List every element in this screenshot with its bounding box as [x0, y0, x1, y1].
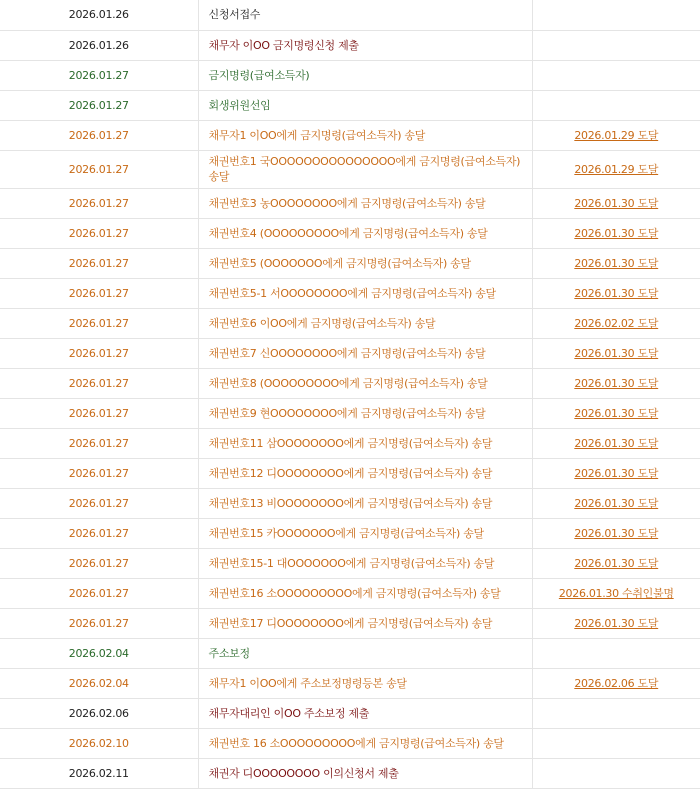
row-result-cell — [532, 698, 700, 728]
table-row — [0, 338, 700, 368]
delivery-result-link[interactable]: 2026.01.30 도달 — [574, 556, 659, 570]
table-row — [0, 308, 700, 338]
table-row — [0, 398, 700, 428]
table-row — [0, 428, 700, 458]
table-row — [0, 758, 700, 788]
row-description: 채권번호3 농OOOOOOOO에게 금지명령(급여소득자) 송달 — [198, 188, 532, 218]
table-row — [0, 278, 700, 308]
delivery-result-link[interactable]: 2026.01.30 도달 — [574, 376, 659, 390]
row-date: 2026.02.04 — [0, 638, 198, 668]
row-description: 회생위원선임 — [198, 90, 532, 120]
table-row — [0, 368, 700, 398]
row-result-cell — [532, 458, 700, 488]
row-date: 2026.01.27 — [0, 548, 198, 578]
row-date: 2026.01.27 — [0, 248, 198, 278]
table-row — [0, 578, 700, 608]
row-result-cell — [532, 668, 700, 698]
row-date: 2026.01.27 — [0, 150, 198, 188]
row-description: 주소보정 — [198, 638, 532, 668]
row-description: 채권번호15 카OOOOOOO에게 금지명령(급여소득자) 송달 — [198, 518, 532, 548]
table-row — [0, 0, 700, 30]
delivery-result-link[interactable]: 2026.01.30 도달 — [574, 286, 659, 300]
row-result-cell — [532, 428, 700, 458]
row-description: 채권번호9 현OOOOOOOO에게 금지명령(급여소득자) 송달 — [198, 398, 532, 428]
row-result-cell — [532, 188, 700, 218]
table-row — [0, 668, 700, 698]
table-row — [0, 90, 700, 120]
row-date: 2026.01.27 — [0, 398, 198, 428]
delivery-result-link[interactable]: 2026.01.29 도달 — [574, 162, 659, 176]
table-row — [0, 518, 700, 548]
row-result-cell — [532, 338, 700, 368]
row-description: 채권번호4 (OOOOOOOOO에게 금지명령(급여소득자) 송달 — [198, 218, 532, 248]
row-result-cell — [532, 368, 700, 398]
row-description: 채권번호12 디OOOOOOOO에게 금지명령(급여소득자) 송달 — [198, 458, 532, 488]
row-description: 채권번호8 (OOOOOOOOO에게 금지명령(급여소득자) 송달 — [198, 368, 532, 398]
row-result-cell — [532, 638, 700, 668]
row-description: 채권번호15-1 대OOOOOOO에게 금지명령(급여소득자) 송달 — [198, 548, 532, 578]
delivery-result-link[interactable]: 2026.02.06 도달 — [574, 676, 659, 690]
delivery-result-link[interactable]: 2026.01.30 도달 — [574, 466, 659, 480]
row-description: 채권번호16 소OOOOOOOOO에게 금지명령(급여소득자) 송달 — [198, 578, 532, 608]
row-description: 채무자1 이OO에게 주소보정명령등본 송달 — [198, 668, 532, 698]
row-description: 금지명령(급여소득자) — [198, 60, 532, 90]
row-date: 2026.01.27 — [0, 308, 198, 338]
row-date: 2026.01.27 — [0, 338, 198, 368]
row-description: 채권번호13 비OOOOOOOO에게 금지명령(급여소득자) 송달 — [198, 488, 532, 518]
row-description: 채권번호1 국OOOOOOOOOOOOOOO에게 금지명령(급여소득자) 송달 — [198, 150, 532, 188]
row-description: 채권번호6 이OO에게 금지명령(급여소득자) 송달 — [198, 308, 532, 338]
row-date: 2026.01.27 — [0, 518, 198, 548]
delivery-result-link[interactable]: 2026.01.30 도달 — [574, 406, 659, 420]
table-row — [0, 488, 700, 518]
delivery-result-link[interactable]: 2026.01.30 도달 — [574, 526, 659, 540]
row-result-cell — [532, 30, 700, 60]
delivery-result-link[interactable]: 2026.01.30 도달 — [574, 196, 659, 210]
table-row — [0, 548, 700, 578]
row-date: 2026.01.26 — [0, 30, 198, 60]
row-description: 신청서접수 — [198, 0, 532, 30]
row-date: 2026.01.27 — [0, 188, 198, 218]
table-row — [0, 150, 700, 188]
table-row — [0, 638, 700, 668]
row-result-cell — [532, 398, 700, 428]
row-date: 2026.01.27 — [0, 458, 198, 488]
row-result-cell — [532, 278, 700, 308]
row-date: 2026.01.27 — [0, 488, 198, 518]
row-description: 채권번호5 (OOOOOOO에게 금지명령(급여소득자) 송달 — [198, 248, 532, 278]
row-result-cell — [532, 578, 700, 608]
delivery-result-link[interactable]: 2026.01.30 도달 — [574, 226, 659, 240]
row-result-cell — [532, 150, 700, 188]
row-description: 채무자대리인 이OO 주소보정 제출 — [198, 698, 532, 728]
row-date: 2026.01.27 — [0, 90, 198, 120]
row-date: 2026.01.27 — [0, 368, 198, 398]
row-description: 채무자1 이OO에게 금지명령(급여소득자) 송달 — [198, 120, 532, 150]
row-description: 채권번호17 디OOOOOOOO에게 금지명령(급여소득자) 송달 — [198, 608, 532, 638]
row-result-cell — [532, 308, 700, 338]
row-date: 2026.01.27 — [0, 608, 198, 638]
table-row — [0, 188, 700, 218]
row-date: 2026.01.27 — [0, 218, 198, 248]
table-row — [0, 728, 700, 758]
row-date: 2026.01.27 — [0, 278, 198, 308]
table-row — [0, 608, 700, 638]
table-row — [0, 248, 700, 278]
delivery-result-link[interactable]: 2026.01.30 도달 — [574, 436, 659, 450]
row-date: 2026.02.04 — [0, 668, 198, 698]
delivery-result-link[interactable]: 2026.01.30 도달 — [574, 256, 659, 270]
row-description: 채무자 이OO 금지명령신청 제출 — [198, 30, 532, 60]
row-result-cell — [532, 60, 700, 90]
row-result-cell — [532, 608, 700, 638]
delivery-result-link[interactable]: 2026.01.29 도달 — [574, 128, 659, 142]
row-result-cell — [532, 120, 700, 150]
table-row — [0, 458, 700, 488]
row-date: 2026.02.11 — [0, 758, 198, 788]
row-description: 채권번호 16 소OOOOOOOOO에게 금지명령(급여소득자) 송달 — [198, 728, 532, 758]
row-result-cell — [532, 548, 700, 578]
row-date: 2026.02.10 — [0, 728, 198, 758]
row-date: 2026.01.27 — [0, 120, 198, 150]
row-result-cell — [532, 518, 700, 548]
table-row — [0, 218, 700, 248]
row-result-cell — [532, 90, 700, 120]
row-description: 채권번호11 삼OOOOOOOO에게 금지명령(급여소득자) 송달 — [198, 428, 532, 458]
table-row — [0, 30, 700, 60]
row-date: 2026.02.06 — [0, 698, 198, 728]
row-date: 2026.01.27 — [0, 60, 198, 90]
row-result-cell — [532, 758, 700, 788]
row-result-cell — [532, 248, 700, 278]
delivery-result-link[interactable]: 2026.01.30 도달 — [574, 496, 659, 510]
delivery-result-link[interactable]: 2026.01.30 도달 — [574, 616, 659, 630]
row-result-cell — [532, 218, 700, 248]
table-row — [0, 60, 700, 90]
row-description: 채권번호7 신OOOOOOOO에게 금지명령(급여소득자) 송달 — [198, 338, 532, 368]
row-date: 2026.01.27 — [0, 428, 198, 458]
table-row — [0, 120, 700, 150]
delivery-result-link[interactable]: 2026.02.02 도달 — [574, 316, 659, 330]
row-result-cell — [532, 488, 700, 518]
row-date: 2026.01.26 — [0, 0, 198, 30]
delivery-result-link[interactable]: 2026.01.30 수취인불명 — [558, 586, 674, 600]
row-description: 채권자 디OOOOOOOO 이의신청서 제출 — [198, 758, 532, 788]
delivery-result-link[interactable]: 2026.01.30 도달 — [574, 346, 659, 360]
row-description: 채권번호5-1 서OOOOOOOO에게 금지명령(급여소득자) 송달 — [198, 278, 532, 308]
row-date: 2026.01.27 — [0, 578, 198, 608]
row-result-cell — [532, 0, 700, 30]
table-row — [0, 698, 700, 728]
row-result-cell — [532, 728, 700, 758]
